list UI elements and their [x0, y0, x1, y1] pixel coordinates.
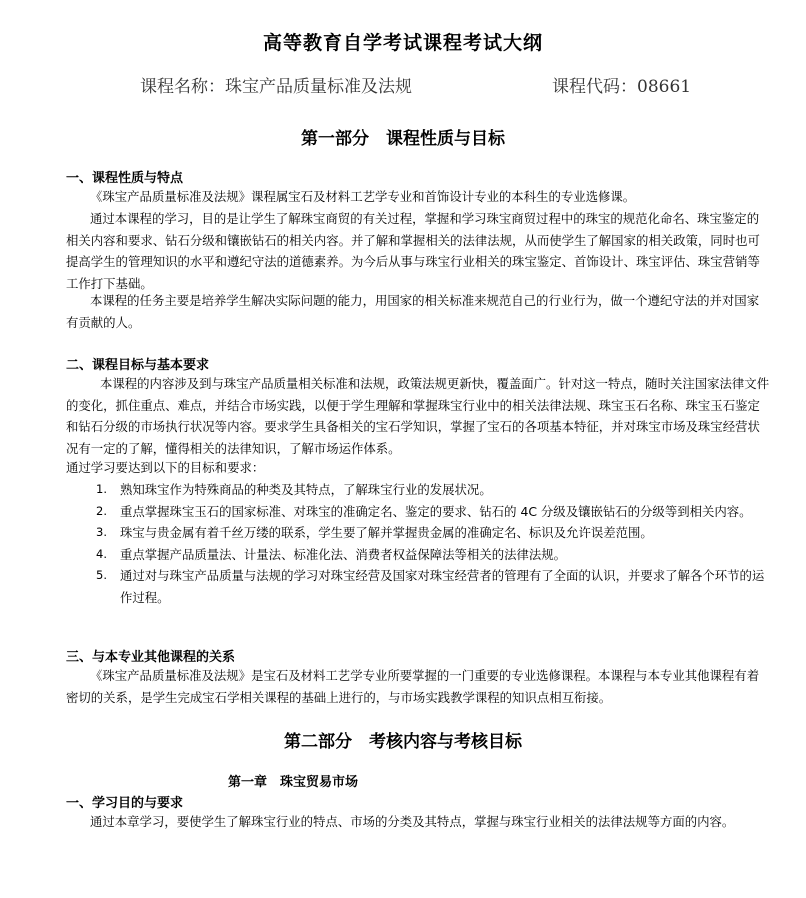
section-purpose-p1: 通过本章学习，要使学生了解珠宝行业的特点、市场的分类及其特点，掌握与珠宝行业相关的法律法规等方面的内容。 — [90, 814, 735, 829]
section-purpose-heading: 一、学习目的与要求 — [66, 796, 184, 811]
list-item-text: 熟知珠宝作为特殊商品的种类及其特点，了解珠宝行业的发展状况。 — [120, 482, 492, 497]
section-nature-p2: 通过本课程的学习，目的是让学生了解珠宝商贸的有关过程，掌握和学习珠宝商贸过程中的珠宝的规范化命名、珠宝鉴定的相关内容和要求、钻石分级和镶嵌钻石的相关内容。并了解和掌握相关的法律法规，从而使学生了解国家的相关政策，同时也可提高学生的管理知识的水平和遵纪守法的道德素养。为今后从事与珠宝行业相关的珠宝鉴定、首饰设计、珠宝评估、珠宝营销等工作打下基础。 — [66, 211, 760, 291]
goals-list — [96, 479, 772, 608]
list-item-number: 1. — [96, 482, 107, 496]
chapter-title: 第一章 珠宝贸易市场 — [228, 775, 359, 790]
section-nature-p1: 《珠宝产品质量标准及法规》课程属宝石及材料工艺学专业和首饰设计专业的本科生的专业选修课。 — [90, 189, 636, 204]
list-item — [96, 544, 772, 566]
list-item-number: 2. — [96, 503, 107, 518]
list-item-text: 重点掌握产品质量法、计量法、标准化法、消费者权益保障法等相关的法律法规。 — [120, 546, 567, 562]
list-item-text: 珠宝与贵金属有着千丝万缕的联系，学生要了解并掌握贵金属的准确定名、标识及允许误差范围。 — [120, 525, 653, 540]
section-relation-p1: 《珠宝产品质量标准及法规》是宝石及材料工艺学专业所要掌握的一门重要的专业选修课程。本课程与本专业其他课程有着密切的关系，是学生完成宝石学相关课程的基础上进行的，与市场实践教学课程的知识点相互衔接。 — [66, 668, 760, 705]
part1-title: 第一部分 课程性质与目标 — [301, 129, 505, 149]
list-item — [96, 522, 772, 544]
course-code: 课程代码：08661 — [552, 77, 692, 97]
document-title: 高等教育自学考试课程考试大纲 — [262, 32, 543, 54]
list-item-text: 重点掌握珠宝玉石的国家标准、对珠宝的准确定名、鉴定的要求、钻石的 4C 分级及镶嵌钻石的分级等到相关内容。 — [120, 503, 752, 519]
section-nature-p3: 本课程的任务主要是培养学生解决实际问题的能力，用国家的相关标准来规范自己的行业行为，做一个遵纪守法的并对国家有贡献的人。 — [66, 293, 760, 330]
list-item-number: 5. — [96, 568, 107, 582]
section-goals-heading: 二、课程目标与基本要求 — [66, 358, 210, 373]
part2-title: 第二部分 考核内容与考核目标 — [284, 732, 522, 752]
section-nature-heading: 一、课程性质与特点 — [66, 171, 184, 186]
list-item — [96, 479, 772, 501]
list-item-number: 3. — [96, 525, 107, 539]
list-item — [96, 501, 772, 523]
list-item-text: 通过对与珠宝产品质量与法规的学习对珠宝经营及国家对珠宝经营者的管理有了全面的认识，并要求了解各个环节的运作过程。 — [120, 568, 765, 605]
section-relation-heading: 三、与本专业其他课程的关系 — [66, 650, 236, 665]
section-goals-p2: 通过学习要达到以下的目标和要求： — [66, 460, 265, 475]
list-item — [96, 565, 772, 608]
course-name: 课程名称：珠宝产品质量标准及法规 — [140, 77, 412, 97]
section-goals-p1: 本课程的内容涉及到与珠宝产品质量相关标准和法规，政策法规更新快，覆盖面广。针对这一特点，随时关注国家法律文件的变化，抓住重点、难点，并结合市场实践，以便于学生理解和掌握珠宝行业中的相关法律法规、珠宝玉石名称、珠宝玉石鉴定和钻石分级的市场执行状况等内容。要求学生具备相关的宝石学知识，掌握了宝石的各项基本特征，并对珠宝市场及珠宝经营状况有一定的了解，懂得相关的法律知识，了解市场运作体系。 — [66, 376, 770, 456]
list-item-number: 4. — [96, 546, 107, 561]
